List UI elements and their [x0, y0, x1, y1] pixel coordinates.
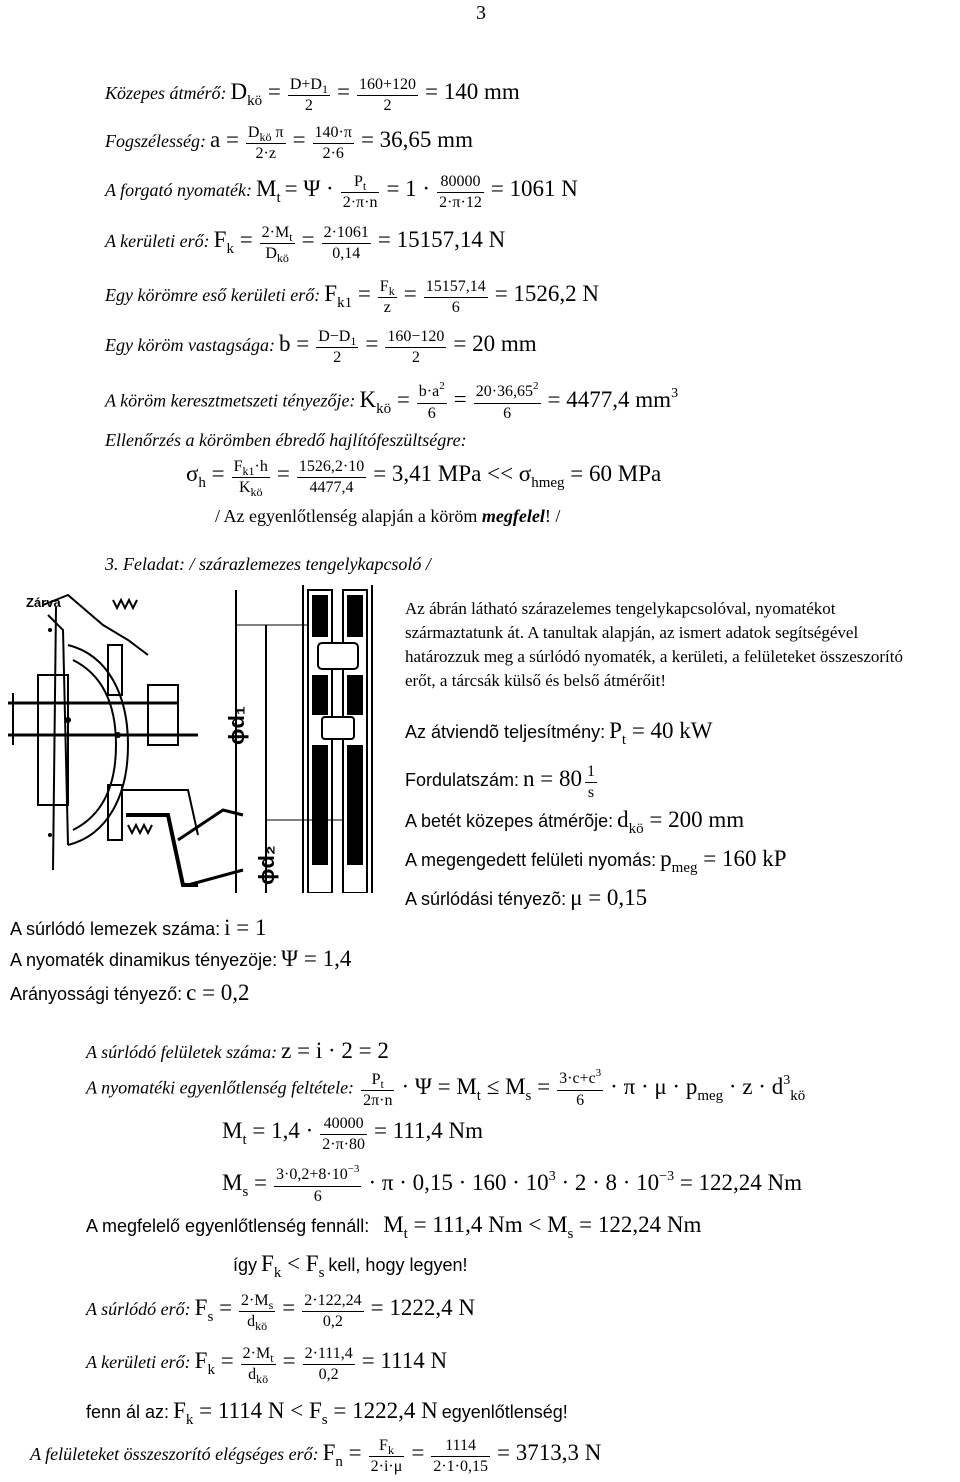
given-proportion: Arányossági tényező: c = 0,2 [10, 980, 250, 1005]
row-tooth-width: Fogszélesség: a = $\frac{D_{kö} \pi}{2\cdot z}$ = $\frac{140\cdot\pi}{2\cdot 6}$ = 36,65 mm [105, 124, 473, 162]
row-section-modulus: A köröm keresztmetszeti tényezője: $K_{kö}$ = $\frac{b\cdot a^2}{6}$ = $\frac{20\cdot 36,65^2}{6}$ = 4477,4 $mm^3$ [105, 380, 679, 422]
row-inequality: A megfelelő egyenlőtlenség fennáll: $M_t = 111,4$ $Nm < M_s = 122,24$ Nm [86, 1212, 702, 1242]
fraction-numeric: $\frac{15157,14}{6}$ [425, 278, 486, 316]
fraction-numeric: $\frac{80000}{2\cdot\pi\cdot 12}$ [439, 173, 482, 211]
fraction-numeric: $\frac{20\cdot 36,65^2}{6}$ [475, 380, 539, 422]
fraction-symbolic: $\frac{F_k}{z}$ [379, 278, 395, 316]
label-closed: Zárva [26, 595, 61, 610]
label: Közepes átmérő: [105, 83, 227, 104]
label: Fogszélesség: [105, 131, 206, 152]
task-intro: Az ábrán látható szárazelemes tengelykapcsolóval, nyomatékot származtatunk át. A tanultak alapján, az ismert adatok segítségével határozzuk meg a súrlódó nyomaték, a kerületi, a felületeket összeszorító erőt, a tárcsák külső és belső átmérőit! [405, 599, 904, 690]
fraction-symbolic: $\frac{P_t}{2\cdot\pi\cdot n}$ [342, 173, 378, 211]
fraction-numeric: $\frac{2\cdot 1061}{0,14}$ [323, 224, 369, 262]
label: A forgató nyomaték: [105, 180, 252, 201]
result: = 140 mm [425, 79, 520, 105]
label: Egy körömre eső kerületi erő: [105, 285, 321, 306]
label: Egy köröm vastagsága: [105, 335, 275, 356]
row-friction-torque: $M_s$ = $\frac{3\cdot 0,2+8\cdot 10^{-3}}{6}$ · $\pi \cdot 0,15 \cdot 160 \cdot 10^3 \cdot 2 \cdot 8 \cdot 10^{-3} = 122,24$ Nm [222, 1163, 803, 1205]
given-dynamic-factor: A nyomaték dinamikus tényezöje: Ψ = 1,4 [10, 946, 352, 971]
label-d1: ϕd₁ [224, 705, 249, 745]
row-requirement: így $F_k < F_s$ kell, hogy legyen! [233, 1251, 468, 1281]
row-friction-force: A súrlódó erő: $F_s$ = $\frac{2\cdot M_s}{d_{kö}}$ = $\frac{2\cdot 122,24}{0,2}$ = 1222,4 N [86, 1292, 475, 1333]
clutch-figure [8, 585, 393, 893]
label-d2: ϕd₂ [254, 845, 279, 885]
label: A köröm keresztmetszeti tényezője: [105, 390, 356, 411]
given-power: Az átviendõ teljesítmény: $P_t = 40$ kW [405, 718, 713, 748]
result: = 4477,4 $mm^3$ [547, 385, 679, 412]
fraction-symbolic: $\frac{D+D_1}{2}$ [289, 76, 328, 114]
conclusion: / Az egyenlőtlenség alapján a köröm megfelel! / [215, 506, 561, 526]
fraction-numeric: $\frac{160-120}{2}$ [387, 328, 445, 366]
fraction-symbolic: $\frac{D-D_1}{2}$ [318, 328, 357, 366]
given-friction: A súrlódási tényezõ: μ = 0,15 [405, 885, 648, 910]
given-diameter: A betét közepes átmérõje: $d_{kö} = 200$ mm [405, 807, 745, 837]
row-transmitted-torque: $M_t = 1,4$ · $\frac{40000}{2\cdot\pi\cdot 80}$ = 111,4 Nm [222, 1115, 484, 1153]
row-force-per-claw: Egy körömre eső kerületi erő: $F_{k1}$ = $\frac{F_k}{z}$ = $\frac{15157,14}{6}$ = 1526,2 N [105, 278, 600, 316]
page-number: 3 [476, 2, 486, 24]
lhs: $K_{kö}$ = [359, 386, 410, 417]
fraction-numeric: $\frac{140\cdot\pi}{2\cdot 6}$ [314, 124, 352, 162]
lhs: $D_{kö}$ = [230, 79, 281, 110]
result: = 1061 N [490, 176, 578, 202]
row-mean-diameter: Közepes átmérő: $D_{kö}$ = $\frac{D+D_1}{2}$ = $\frac{160+120}{2}$ = 140 mm [105, 76, 520, 114]
lhs: b = [278, 331, 310, 357]
fraction-symbolic: $\frac{b\cdot a^2}{6}$ [418, 380, 445, 422]
lhs: $\sigma_h$ = [186, 461, 225, 492]
lhs: $F_{k1}$ = [324, 281, 371, 312]
label: A kerületi erő: [105, 231, 210, 252]
lhs: $M_t$ [255, 176, 281, 207]
result: = 1526,2 N [494, 281, 600, 307]
row-tangential-force: A kerületi erő: $F_k$ = $\frac{2\cdot M_t}{D_{kö}}$ = $\frac{2\cdot 1061}{0,14}$ = 15157,14 N [105, 224, 506, 265]
row-friction-surfaces: A súrlódó felületek száma: z = i · 2 = 2 [86, 1038, 389, 1063]
result: = 3,41 MPa << $\sigma_{hmeg} = 60$ MPa [373, 461, 662, 492]
fraction-symbolic: $\frac{2\cdot M_t}{D_{kö}}$ [261, 224, 293, 265]
fraction-symbolic: $\frac{D_{kö} \pi}{2\cdot z}$ [247, 124, 284, 162]
row-final-inequality: fenn ál az: $F_k = 1114$ $N < F_s = 1222,4$ N egyenlőtlenség! [86, 1398, 568, 1428]
row-tangential-force-2: A kerületi erő: $F_k$ = $\frac{2\cdot M_t}{d_{kö}}$ = $\frac{2\cdot 111,4}{0,2}$ = 1114 N [86, 1345, 448, 1386]
fraction-numeric: $\frac{160+120}{2}$ [358, 76, 416, 114]
given-plates: A súrlódó lemezek száma: i = 1 [10, 915, 267, 940]
row-torque: A forgató nyomaték: $M_t = \Psi$ · $\frac{P_t}{2\cdot\pi\cdot n}$ = 1 · $\frac{80000}{2\cdot\pi\cdot 12}$ = 1061 N [105, 173, 578, 211]
given-pressure: A megengedett felületi nyomás: $p_{meg} = 160$ kP [405, 846, 787, 876]
task-heading: 3. Feladat: / szárazlemezes tengelykapcsoló / [105, 554, 431, 574]
row-bending-stress: $\sigma_h$ = $\frac{F_{k1}\cdot h}{K_{kö}}$ = $\frac{1526,2\cdot 10}{4477,4}$ = 3,41 MPa << $\sigma_{hmeg} = 60$ MPa [186, 458, 662, 499]
lhs: $F_k$ = [213, 227, 253, 258]
lhs: a = [209, 127, 239, 153]
row-claw-thickness: Egy köröm vastagsága: b = $\frac{D-D_1}{2}$ = $\frac{160-120}{2}$ = 20 mm [105, 328, 537, 366]
given-speed: Fordulatszám: n = 80 $\frac{1}{s}$ [405, 763, 596, 801]
result: = 15157,14 N [377, 227, 506, 253]
result: = 20 mm [453, 331, 537, 357]
result: = 36,65 mm [360, 127, 473, 153]
fraction-numeric: $\frac{1526,2\cdot 10}{4477,4}$ [298, 458, 365, 496]
fraction-symbolic: $\frac{F_{k1}\cdot h}{K_{kö}}$ [233, 458, 268, 499]
row-torque-condition: A nyomatéki egyenlőtlenség feltétele: $\frac{P_t}{2\pi\cdot n}$ · $\Psi = M_t \le M_s$ = $\frac{3\cdot c+c^3}{6}$ · $\pi \cdot \mu \cdot p_{meg} \cdot z \cdot d^3_{kö}$ [86, 1067, 806, 1109]
check-heading: Ellenőrzés a körömben ébredő hajlítófeszültségre: [105, 430, 467, 450]
row-clamping-force: A felületeket összeszorító elégséges erő: $F_n$ = $\frac{F_k}{2\cdot i\cdot\mu}$ = $\frac{1114}{2\cdot 1\cdot 0,15}$ = 3713,3 N [30, 1437, 602, 1475]
